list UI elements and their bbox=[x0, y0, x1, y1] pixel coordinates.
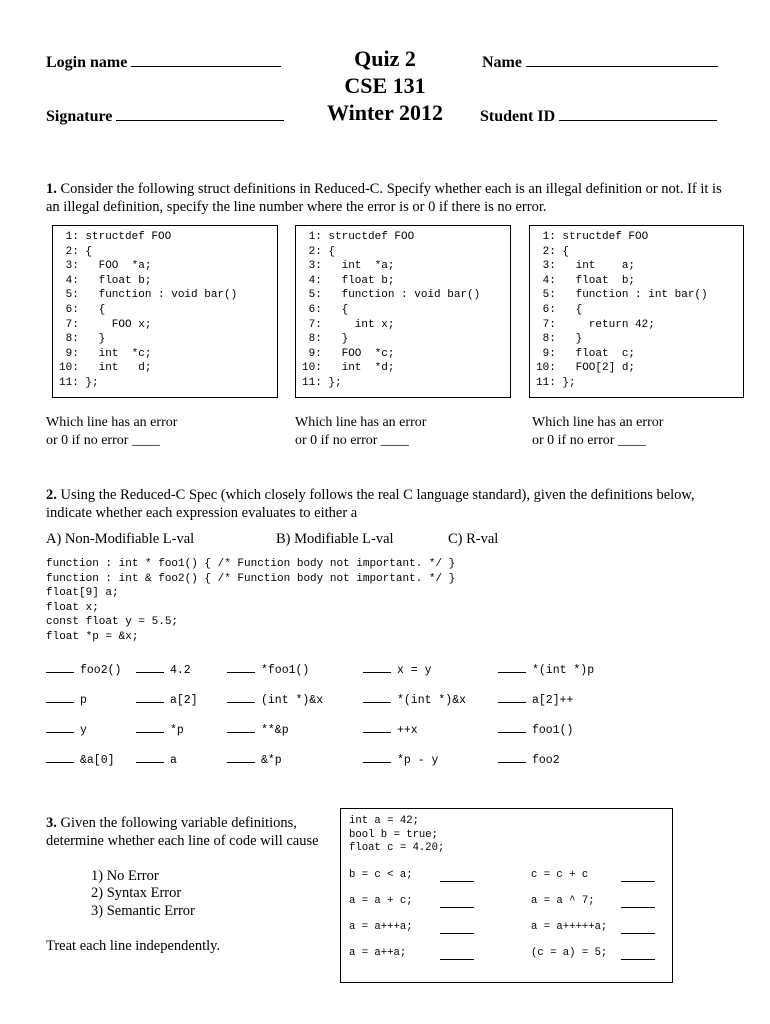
q2-expression-item bbox=[498, 752, 560, 767]
q3-note: Treat each line independently. bbox=[46, 938, 221, 954]
q2-expression-text: 4.2 bbox=[170, 664, 191, 677]
q2-option-b: B) Modifiable L-val bbox=[276, 531, 394, 547]
signature-label: Signature bbox=[46, 108, 113, 125]
q1-text: Consider the following struct definitions in Reduced-C. Specify whether each is an illegal definition or not. If it is an illegal definition, specify the line number where the error is or 0 if there is no error. bbox=[46, 181, 722, 215]
q2-expression-item bbox=[498, 692, 573, 707]
answer-blank bbox=[621, 949, 655, 960]
student-id-field bbox=[480, 106, 717, 126]
q2-text: Using the Reduced-C Spec (which closely follows the real C language standard), given the definitions below, indicate whether each expression evaluates to either a bbox=[46, 487, 695, 521]
answer-blank bbox=[136, 662, 164, 673]
answer-blank bbox=[363, 752, 391, 763]
q1-answer-1 bbox=[46, 414, 177, 450]
q2-expression-text: **&p bbox=[261, 724, 289, 737]
quiz-title: Quiz 2 bbox=[354, 46, 416, 71]
q2-expression-text: a[2] bbox=[170, 694, 198, 707]
q2-expression-text: ++x bbox=[397, 724, 418, 737]
q2-expression-item bbox=[46, 722, 87, 737]
q2-option-c: C) R-val bbox=[448, 531, 499, 547]
q1-answer-1-line1: Which line has an error bbox=[46, 415, 178, 430]
answer-blank bbox=[136, 752, 164, 763]
q1-code-2: 1: structdef FOO 2: { 3: int *a; 4: float b; 5: function : void bar() 6: { 7: int x; 8: } 9: FOO *c; 10: int *d; 11: }; bbox=[302, 231, 481, 389]
q2-expression-text: x = y bbox=[397, 664, 432, 677]
answer-blank bbox=[621, 871, 655, 882]
answer-blank bbox=[363, 692, 391, 703]
q1-answer-2-line1: Which line has an error bbox=[295, 415, 427, 430]
q2-expression-item bbox=[46, 662, 121, 677]
q2-expression-text: *foo1() bbox=[261, 664, 310, 677]
q2-expression-item bbox=[227, 722, 289, 737]
q2-expression-item bbox=[136, 722, 184, 737]
q2-expression-item bbox=[363, 692, 466, 707]
q2-expression-item bbox=[227, 692, 323, 707]
q3-code-line: b = c < a; bbox=[349, 869, 413, 881]
q2-definitions-code: function : int * foo1() { /* Function body not important. */ } function : int & foo2() { /* Function body not important. */ } float[9] a; float x; const float y = 5.5; float *p = &x; bbox=[46, 558, 456, 643]
name-line bbox=[526, 52, 718, 67]
q3-code-box bbox=[340, 808, 673, 983]
signature-field bbox=[46, 106, 284, 126]
q1-answer-3-line1: Which line has an error bbox=[532, 415, 664, 430]
q3-option-2: 2) Syntax Error bbox=[91, 885, 182, 901]
q2-option-a: A) Non-Modifiable L-val bbox=[46, 531, 195, 547]
answer-blank bbox=[498, 752, 526, 763]
answer-blank bbox=[227, 662, 255, 673]
q2-expression-item bbox=[136, 692, 198, 707]
q1-code-3: 1: structdef FOO 2: { 3: int a; 4: float b; 5: function : int bar() 6: { 7: return 42; 8: } 9: float c; 10: FOO[2] d; 11: }; bbox=[536, 231, 708, 389]
answer-blank bbox=[498, 722, 526, 733]
answer-blank bbox=[621, 923, 655, 934]
q3-text: Given the following variable definitions, determine whether each line of code will cause bbox=[46, 815, 319, 849]
q2-expression-text: foo1() bbox=[532, 724, 574, 737]
name-label: Name bbox=[482, 54, 522, 71]
answer-blank bbox=[227, 722, 255, 733]
q3-code-line: a = a + c; bbox=[349, 895, 413, 907]
q3-prompt bbox=[46, 814, 336, 850]
q3-code-line: (c = a) = 5; bbox=[531, 947, 608, 959]
answer-blank bbox=[621, 897, 655, 908]
q1-answer-2 bbox=[295, 414, 426, 450]
q2-expression-item bbox=[498, 722, 573, 737]
answer-blank bbox=[46, 752, 74, 763]
q2-expression-item bbox=[227, 662, 309, 677]
q1-code-1: 1: structdef FOO 2: { 3: FOO *a; 4: float b; 5: function : void bar() 6: { 7: FOO x; 8: } 9: int *c; 10: int d; 11: }; bbox=[59, 231, 238, 389]
q2-expression-item bbox=[136, 662, 191, 677]
q2-expression-text: *p - y bbox=[397, 754, 439, 767]
q1-answer-3 bbox=[532, 414, 663, 450]
q2-expression-text: *p bbox=[170, 724, 184, 737]
answer-blank bbox=[136, 722, 164, 733]
q3-option-1: 1) No Error bbox=[91, 868, 159, 884]
term-title: Winter 2012 bbox=[327, 100, 443, 125]
q1-number: 1. bbox=[46, 181, 57, 197]
q2-expression-text: &*p bbox=[261, 754, 282, 767]
q1-answer-3-line2: or 0 if no error ____ bbox=[532, 433, 646, 448]
q3-option-3: 3) Semantic Error bbox=[91, 903, 195, 919]
q2-expression-text: y bbox=[80, 724, 87, 737]
login-name-field bbox=[46, 52, 281, 72]
answer-blank bbox=[440, 897, 474, 908]
login-name-line bbox=[131, 52, 281, 67]
course-title: CSE 131 bbox=[344, 73, 426, 98]
q3-number: 3. bbox=[46, 815, 57, 831]
answer-blank bbox=[440, 871, 474, 882]
q2-expression-text: foo2 bbox=[532, 754, 560, 767]
q2-expression-item bbox=[46, 752, 115, 767]
login-name-label: Login name bbox=[46, 54, 128, 71]
q2-expression-item bbox=[136, 752, 177, 767]
answer-blank bbox=[227, 692, 255, 703]
q1-code-box-2 bbox=[295, 225, 511, 398]
answer-blank bbox=[227, 752, 255, 763]
answer-blank bbox=[136, 692, 164, 703]
q2-expression-item bbox=[46, 692, 87, 707]
answer-blank bbox=[363, 722, 391, 733]
name-field bbox=[482, 52, 718, 72]
q3-code-line: a = a++a; bbox=[349, 947, 407, 959]
q2-expression-item bbox=[498, 662, 594, 677]
q2-prompt bbox=[46, 486, 736, 522]
q2-expression-item bbox=[227, 752, 282, 767]
q2-expression-text: *(int *)p bbox=[532, 664, 595, 677]
q1-code-box-1 bbox=[52, 225, 278, 398]
q1-answer-1-line2: or 0 if no error ____ bbox=[46, 433, 160, 448]
q2-expression-item bbox=[363, 662, 432, 677]
q1-code-box-3 bbox=[529, 225, 744, 398]
answer-blank bbox=[498, 662, 526, 673]
q2-expression-item bbox=[363, 722, 418, 737]
q2-number: 2. bbox=[46, 487, 57, 503]
student-id-label: Student ID bbox=[480, 108, 556, 125]
student-id-line bbox=[559, 106, 717, 121]
answer-blank bbox=[46, 662, 74, 673]
answer-blank bbox=[363, 662, 391, 673]
q3-code-line: c = c + c bbox=[531, 869, 589, 881]
q2-expression-text: foo2() bbox=[80, 664, 122, 677]
answer-blank bbox=[46, 692, 74, 703]
q3-code-line: a = a+++a; bbox=[349, 921, 413, 933]
signature-line bbox=[116, 106, 284, 121]
answer-blank bbox=[498, 692, 526, 703]
q2-expression-text: &a[0] bbox=[80, 754, 115, 767]
q2-expression-text: p bbox=[80, 694, 87, 707]
answer-blank bbox=[46, 722, 74, 733]
q1-prompt bbox=[46, 180, 736, 216]
answer-blank bbox=[440, 923, 474, 934]
q3-code-line: a = a ^ 7; bbox=[531, 895, 595, 907]
q2-expression-text: (int *)&x bbox=[261, 694, 324, 707]
q2-expression-item bbox=[363, 752, 438, 767]
q2-expression-text: a bbox=[170, 754, 177, 767]
q3-definitions-code: int a = 42; bool b = true; float c = 4.20; bbox=[349, 815, 445, 854]
q2-expression-text: *(int *)&x bbox=[397, 694, 467, 707]
q3-code-line: a = a+++++a; bbox=[531, 921, 608, 933]
answer-blank bbox=[440, 949, 474, 960]
q2-expression-text: a[2]++ bbox=[532, 694, 574, 707]
q1-answer-2-line2: or 0 if no error ____ bbox=[295, 433, 409, 448]
